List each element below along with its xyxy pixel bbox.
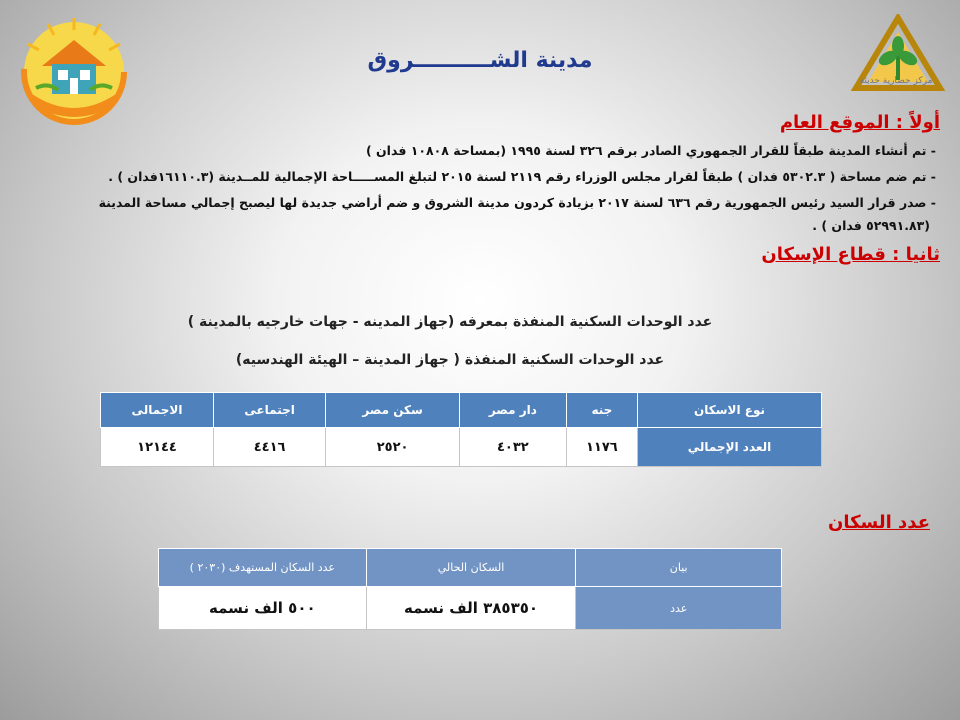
housing-value-social: ٤٤١٦: [214, 428, 326, 467]
location-line-4: (٥٢٩٩١.٨٣ فدان ) .: [812, 218, 930, 233]
housing-table-header-row: [101, 393, 822, 428]
housing-header-sakan-misr: سكن مصر: [326, 393, 460, 428]
housing-units-table: [100, 392, 822, 467]
housing-header-total: الاجمالى: [101, 393, 214, 428]
housing-value-janna: ١١٧٦: [566, 428, 637, 467]
housing-value-total: ١٢١٤٤: [101, 428, 214, 467]
location-line-2: - تم ضم مساحة ( ٥٣٠٢.٣ فدان ) طبقاً لقرار مجلس الوزراء رقم ٢١١٩ لسنة ٢٠١٥ لتبلغ المســـــاحة الإجمالية للمــدينة (١٦١١٠.٣فدان ) .: [108, 169, 936, 184]
housing-value-sakan-misr: ٢٥٢٠: [326, 428, 460, 467]
population-row-label: عدد: [576, 587, 782, 630]
population-value-current: ٣٨٥٣٥٠ الف نسمه: [366, 587, 576, 630]
housing-header-janna: جنه: [566, 393, 637, 428]
housing-header-type: نوع الاسكان: [638, 393, 822, 428]
housing-subtitle-2: عدد الوحدات السكنية المنفذة ( جهاز المدينة – الهيئة الهندسيه): [235, 352, 665, 368]
population-value-target: ٥٠٠ الف نسمه: [159, 587, 367, 630]
housing-header-dar-misr: دار مصر: [459, 393, 566, 428]
page-title: مدينة الشــــــــــروق: [367, 48, 593, 73]
table-row: [101, 428, 822, 467]
population-header-current: السكان الحالي: [366, 549, 576, 587]
population-header-statement: بيان: [576, 549, 782, 587]
location-line-3: - صدر قرار السيد رئيس الجمهورية رقم ٦٣٦ لسنة ٢٠١٧ بزيادة كردون مدينة الشروق و ضم أراضي جديدة لها ليصبح إجمالي مساحة المدينة: [98, 195, 936, 210]
housing-row-label: العدد الإجمالي: [638, 428, 822, 467]
section-population-heading: عدد السكان: [827, 512, 930, 533]
section-general-location-heading: أولاً : الموقع العام: [779, 112, 940, 133]
table-row: [159, 587, 782, 630]
section-housing-heading: ثانيا : قطاع الإسكان: [761, 244, 940, 265]
housing-value-dar-misr: ٤٠٣٢: [459, 428, 566, 467]
housing-header-social: اجتماعى: [214, 393, 326, 428]
population-table: [158, 548, 782, 630]
housing-subtitle-1: عدد الوحدات السكنية المنفذة بمعرفه (جهاز المدينه - جهات خارجيه بالمدينة ): [187, 314, 713, 330]
population-table-header-row: [159, 549, 782, 587]
ministry-logo-caption: مركز حضارية حديثة: [859, 76, 933, 86]
location-line-1: - تم أنشاء المدينة طبقاً للقرار الجمهوري الصادر برقم ٣٢٦ لسنة ١٩٩٥ (بمساحة ١٠٨٠٨ فدان ): [365, 143, 936, 158]
population-header-target: عدد السكان المستهدف (٢٠٣٠ ): [159, 549, 367, 587]
